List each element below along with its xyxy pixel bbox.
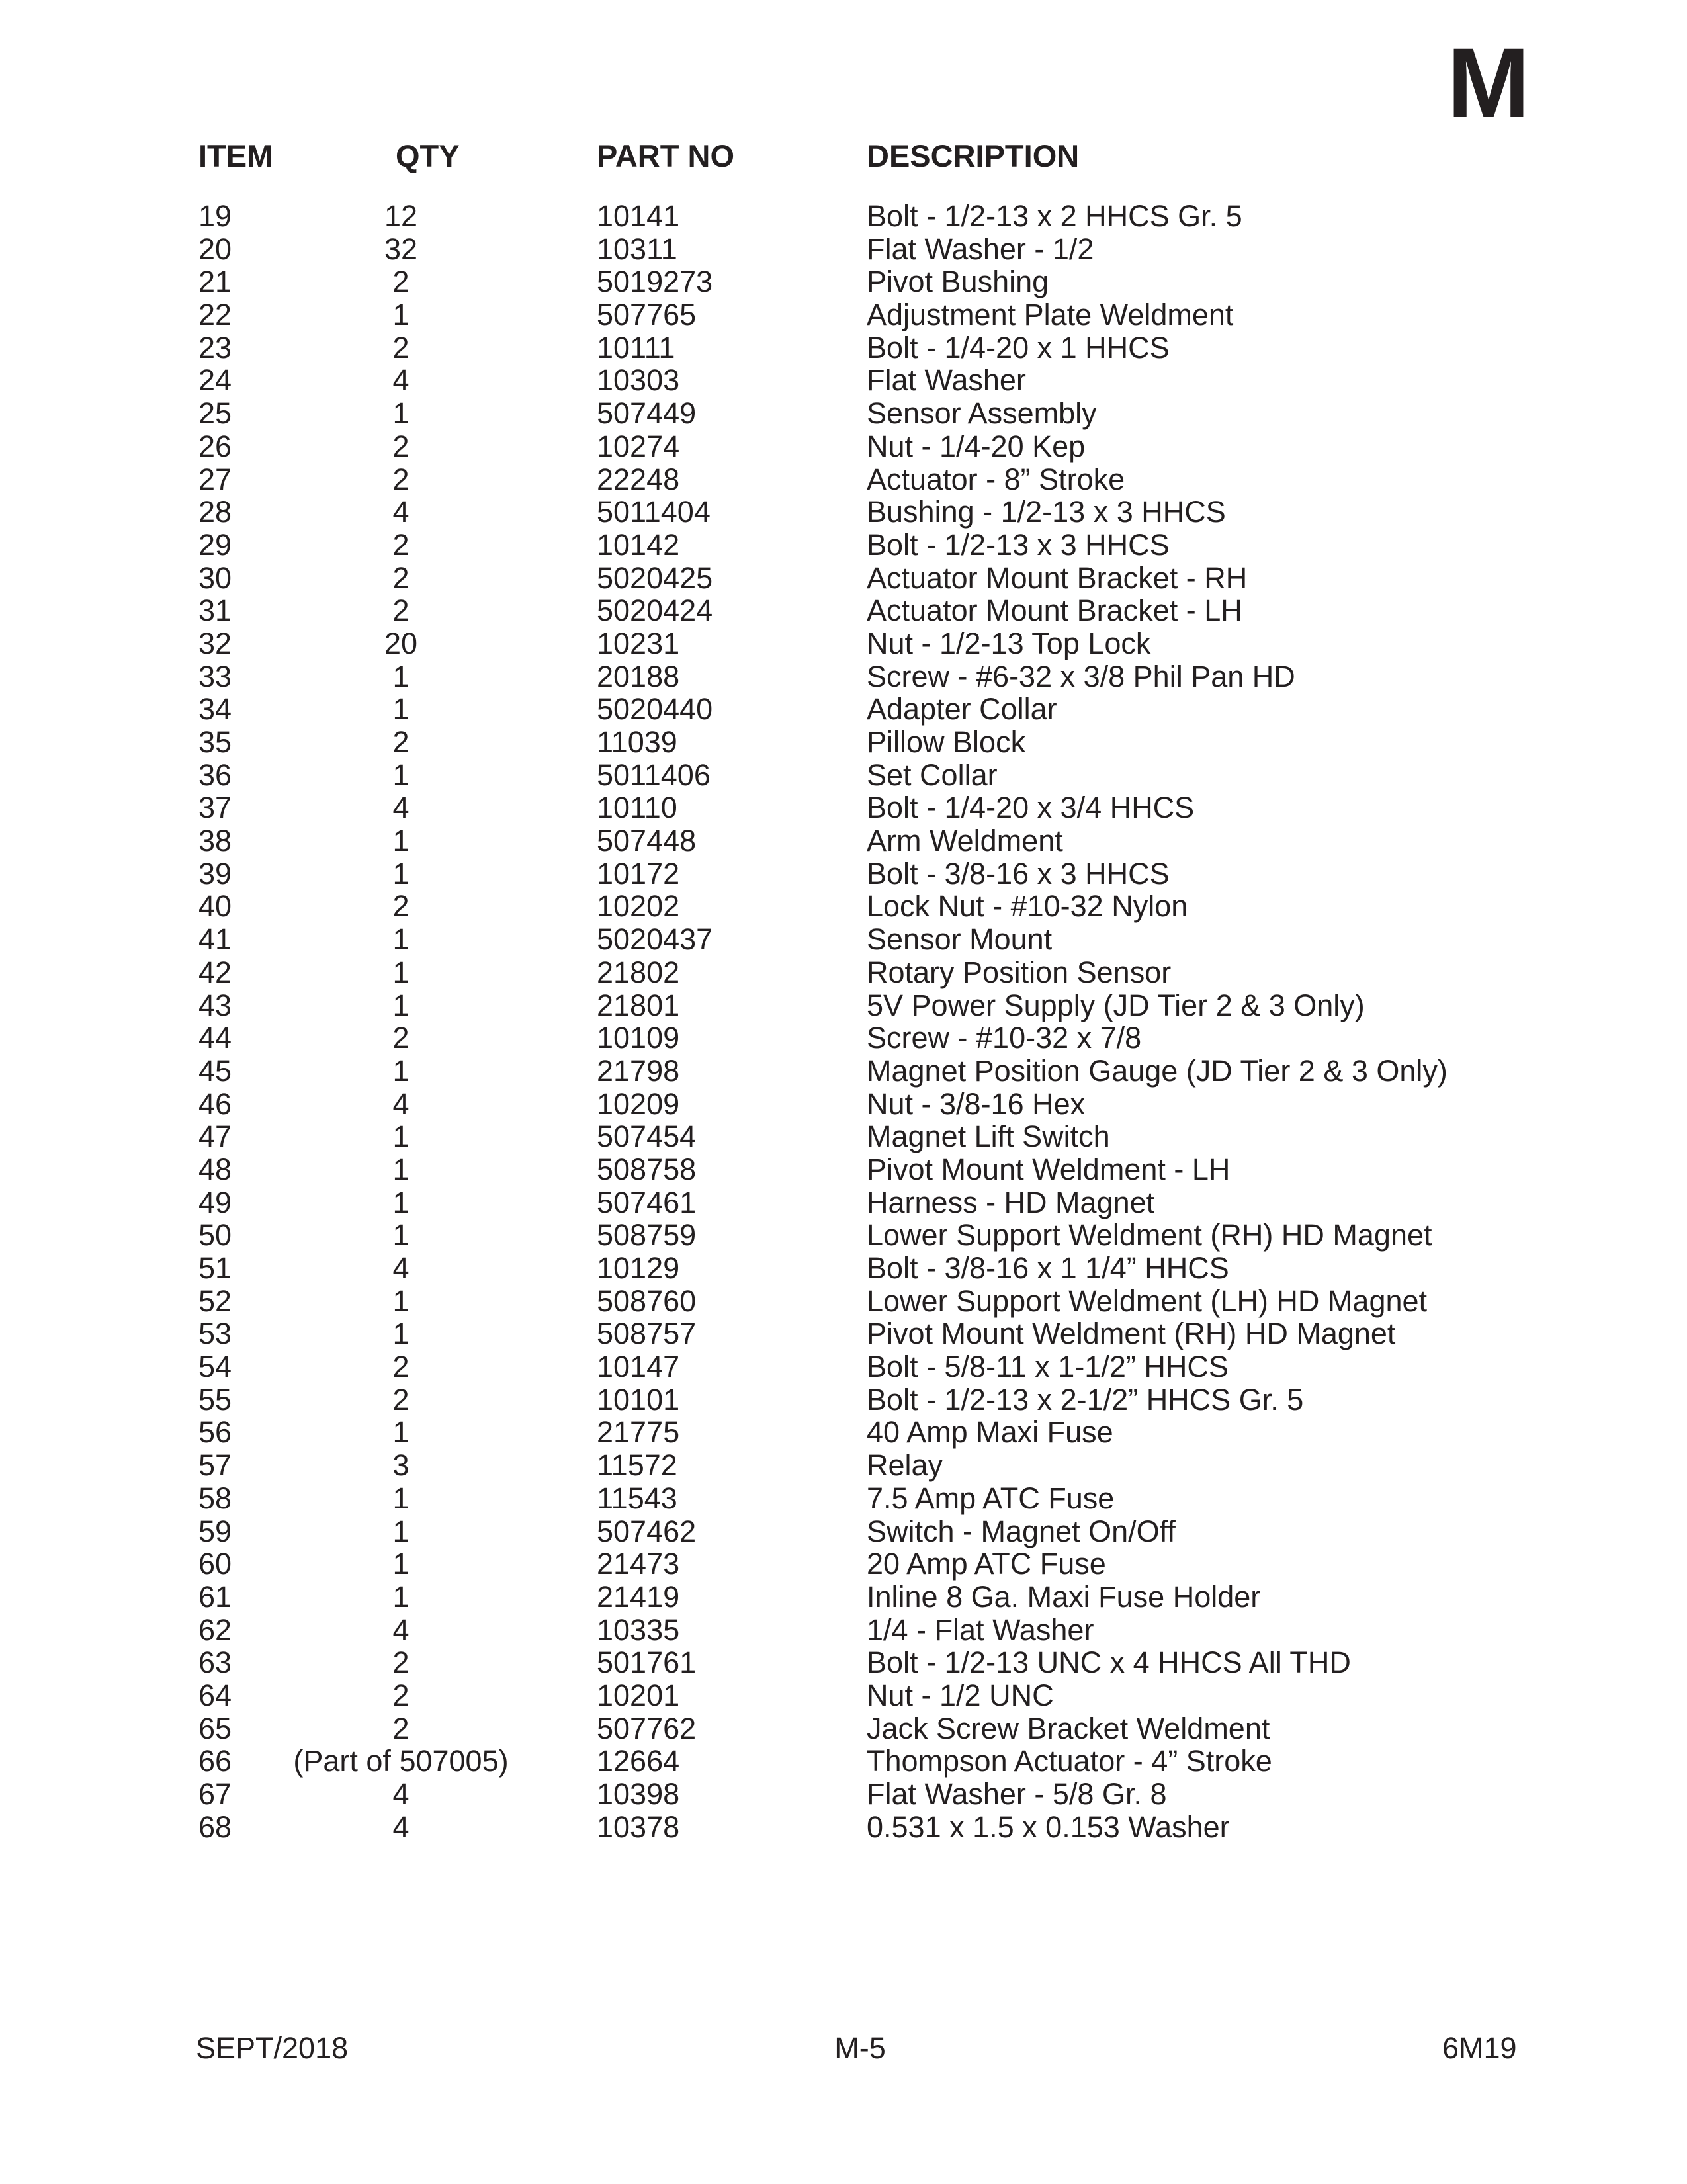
cell-description: Bolt - 1/2-13 UNC x 4 HHCS All THD [867,1645,1351,1680]
table-row [0,923,1687,956]
cell-description: Flat Washer - 1/2 [867,232,1094,266]
cell-item: 49 [198,1185,232,1219]
cell-item: 22 [198,298,232,332]
cell-part-no: 11039 [597,725,677,759]
table-row [0,1350,1687,1383]
table-row [0,1778,1687,1811]
cell-part-no: 10378 [597,1810,680,1844]
cell-part-no: 508757 [597,1317,697,1351]
cell-item: 65 [198,1711,232,1745]
cell-item: 24 [198,363,232,398]
table-row [0,1712,1687,1745]
cell-part-no: 10201 [597,1678,680,1712]
cell-part-no: 10141 [597,199,680,233]
cell-description: Inline 8 Ga. Maxi Fuse Holder [867,1579,1261,1614]
cell-item: 66 [198,1744,232,1778]
table-row [0,759,1687,792]
table-row [0,1383,1687,1417]
table-row [0,298,1687,331]
cell-description: Harness - HD Magnet [867,1185,1155,1219]
table-row [0,1120,1687,1153]
cell-part-no: 21798 [597,1053,680,1088]
cell-item: 58 [198,1481,232,1515]
cell-part-no: 21802 [597,955,680,989]
cell-item: 57 [198,1448,232,1483]
cell-qty: 2 [392,1382,410,1417]
cell-part-no: 5020424 [597,593,713,628]
cell-item: 60 [198,1547,232,1581]
cell-description: Magnet Position Gauge (JD Tier 2 & 3 Only) [867,1053,1448,1088]
table-row [0,791,1687,824]
cell-item: 59 [198,1514,232,1548]
table-row [0,200,1687,233]
table-row [0,1482,1687,1515]
table-row [0,430,1687,463]
cell-part-no: 21473 [597,1547,680,1581]
cell-qty: 2 [392,1678,410,1712]
cell-part-no: 5020440 [597,692,713,726]
table-row [0,1811,1687,1844]
cell-description: Bolt - 3/8-16 x 3 HHCS [867,856,1170,891]
cell-qty: 4 [392,1777,410,1811]
cell-qty: 4 [392,495,410,529]
cell-part-no: 10274 [597,429,680,463]
table-row [0,1088,1687,1121]
cell-description: Relay [867,1448,943,1483]
cell-description: Bolt - 1/4-20 x 1 HHCS [867,330,1170,365]
cell-qty: 1 [392,955,410,989]
cell-qty: 12 [384,199,418,233]
cell-part-no: 10110 [597,791,677,825]
cell-description: Bolt - 5/8-11 x 1-1/2” HHCS [867,1350,1229,1384]
cell-description: Set Collar [867,758,998,792]
table-row [0,726,1687,759]
cell-description: Arm Weldment [867,824,1063,858]
footer-date: SEPT/2018 [196,2031,349,2065]
header-item: ITEM [198,138,273,173]
cell-item: 53 [198,1317,232,1351]
cell-qty: 2 [392,593,410,628]
cell-qty: 1 [392,1317,410,1351]
cell-qty: 1 [392,1547,410,1581]
cell-qty: 2 [392,330,410,365]
cell-qty: 1 [392,922,410,957]
cell-qty: 1 [392,1579,410,1614]
cell-description: Sensor Mount [867,922,1053,957]
cell-item: 52 [198,1284,232,1318]
footer-page-number: M-5 [834,2031,886,2065]
cell-description: 40 Amp Maxi Fuse [867,1415,1113,1450]
cell-item: 32 [198,626,232,660]
cell-part-no: 10202 [597,889,680,924]
cell-part-no: 11572 [597,1448,677,1483]
cell-item: 44 [198,1021,232,1055]
cell-description: Actuator Mount Bracket - RH [867,560,1248,595]
cell-description: Lower Support Weldment (LH) HD Magnet [867,1284,1428,1318]
cell-item: 41 [198,922,232,957]
cell-item: 54 [198,1350,232,1384]
table-row [0,1679,1687,1712]
cell-description: Nut - 1/2-13 Top Lock [867,626,1151,660]
cell-qty: 2 [392,527,410,562]
cell-description: Pivot Mount Weldment - LH [867,1152,1231,1186]
cell-item: 62 [198,1612,232,1647]
cell-qty: 1 [392,396,410,431]
cell-item: 45 [198,1053,232,1088]
table-row [0,1515,1687,1548]
cell-description: Lock Nut - #10-32 Nylon [867,889,1188,924]
table-row [0,1285,1687,1318]
cell-description: Nut - 3/8-16 Hex [867,1086,1086,1121]
cell-qty: 4 [392,363,410,398]
cell-description: Flat Washer - 5/8 Gr. 8 [867,1777,1167,1811]
cell-item: 34 [198,692,232,726]
cell-description: Actuator - 8” Stroke [867,462,1125,496]
cell-description: Lower Support Weldment (RH) HD Magnet [867,1218,1432,1252]
table-row [0,660,1687,693]
cell-qty: 2 [392,1645,410,1680]
cell-item: 30 [198,560,232,595]
table-row [0,627,1687,660]
cell-qty: 2 [392,462,410,496]
cell-description: Bolt - 1/4-20 x 3/4 HHCS [867,791,1195,825]
cell-item: 38 [198,824,232,858]
cell-item: 31 [198,593,232,628]
cell-item: 40 [198,889,232,924]
cell-item: 55 [198,1382,232,1417]
table-row [0,529,1687,562]
cell-part-no: 11543 [597,1481,677,1515]
cell-qty: 4 [392,1086,410,1121]
cell-part-no: 10231 [597,626,680,660]
cell-description: Bolt - 3/8-16 x 1 1/4” HHCS [867,1251,1229,1285]
cell-description: Bolt - 1/2-13 x 2 HHCS Gr. 5 [867,199,1242,233]
cell-description: Nut - 1/2 UNC [867,1678,1054,1712]
cell-part-no: 10209 [597,1086,680,1121]
cell-qty: 2 [392,265,410,299]
table-row [0,1252,1687,1285]
cell-part-no: 5011406 [597,758,711,792]
cell-item: 26 [198,429,232,463]
cell-description: Screw - #10-32 x 7/8 [867,1021,1142,1055]
cell-item: 23 [198,330,232,365]
header-description: DESCRIPTION [867,138,1080,173]
cell-part-no: 5020437 [597,922,713,957]
cell-part-no: 12664 [597,1744,680,1778]
cell-qty: 1 [392,659,410,693]
cell-item: 33 [198,659,232,693]
cell-description: Actuator Mount Bracket - LH [867,593,1242,628]
cell-qty: 2 [392,889,410,924]
cell-item: 35 [198,725,232,759]
cell-description: Bolt - 1/2-13 x 3 HHCS [867,527,1170,562]
table-row [0,1449,1687,1482]
cell-description: 7.5 Amp ATC Fuse [867,1481,1115,1515]
cell-part-no: 5011404 [597,495,711,529]
cell-part-no: 10398 [597,1777,680,1811]
cell-qty: 2 [392,725,410,759]
cell-part-no: 20188 [597,659,680,693]
cell-description: Magnet Lift Switch [867,1119,1110,1154]
header-qty: QTY [396,138,460,173]
cell-part-no: 10101 [597,1382,680,1417]
cell-part-no: 10129 [597,1251,680,1285]
cell-item: 68 [198,1810,232,1844]
cell-part-no: 10142 [597,527,680,562]
cell-qty: 1 [392,1481,410,1515]
cell-part-no: 507461 [597,1185,697,1219]
cell-description: Flat Washer [867,363,1026,398]
cell-description: Sensor Assembly [867,396,1097,431]
cell-qty: 1 [392,1218,410,1252]
cell-description: Screw - #6-32 x 3/8 Phil Pan HD [867,659,1295,693]
cell-item: 63 [198,1645,232,1680]
table-header [0,138,1687,177]
cell-qty: 3 [392,1448,410,1483]
table-row [0,1614,1687,1647]
cell-item: 47 [198,1119,232,1154]
cell-qty: 1 [392,1053,410,1088]
table-row [0,890,1687,923]
cell-part-no: 508759 [597,1218,697,1252]
cell-qty: 4 [392,791,410,825]
section-letter: M [1447,27,1530,138]
table-row [0,1581,1687,1614]
cell-part-no: 507448 [597,824,697,858]
cell-item: 61 [198,1579,232,1614]
cell-part-no: 507449 [597,396,697,431]
cell-part-no: 10335 [597,1612,680,1647]
cell-item: 39 [198,856,232,891]
table-row [0,397,1687,430]
cell-qty: 1 [392,1284,410,1318]
cell-part-no: 10172 [597,856,680,891]
cell-qty: 1 [392,758,410,792]
table-row [0,1416,1687,1449]
cell-part-no: 5020425 [597,560,713,595]
cell-part-no: 507454 [597,1119,697,1154]
table-row [0,496,1687,529]
cell-item: 36 [198,758,232,792]
parts-table [0,200,1687,1843]
footer-code: 6M19 [1442,2031,1517,2065]
cell-part-no: 10303 [597,363,680,398]
table-row [0,824,1687,857]
cell-item: 64 [198,1678,232,1712]
cell-description: Rotary Position Sensor [867,955,1172,989]
cell-description: Jack Screw Bracket Weldment [867,1711,1270,1745]
cell-qty: 2 [392,1350,410,1384]
table-row [0,233,1687,266]
cell-item: 20 [198,232,232,266]
table-row [0,463,1687,496]
cell-description: Bushing - 1/2-13 x 3 HHCS [867,495,1226,529]
cell-part-no: 5019273 [597,265,713,299]
cell-description: 5V Power Supply (JD Tier 2 & 3 Only) [867,988,1365,1022]
cell-qty: 4 [392,1251,410,1285]
table-row [0,1055,1687,1088]
cell-item: 21 [198,265,232,299]
cell-qty: 4 [392,1612,410,1647]
cell-description: Nut - 1/4-20 Kep [867,429,1086,463]
cell-part-no: 508758 [597,1152,697,1186]
cell-part-no: 508760 [597,1284,697,1318]
table-row [0,265,1687,298]
cell-qty: 4 [392,1810,410,1844]
cell-item: 46 [198,1086,232,1121]
cell-item: 37 [198,791,232,825]
cell-item: 48 [198,1152,232,1186]
cell-qty: 1 [392,1514,410,1548]
cell-qty: 2 [392,1021,410,1055]
cell-qty: 1 [392,988,410,1022]
cell-qty: 1 [392,1152,410,1186]
table-row [0,1548,1687,1581]
table-row [0,364,1687,397]
cell-qty: 1 [392,298,410,332]
table-row [0,1022,1687,1055]
cell-item: 56 [198,1415,232,1450]
cell-description: Adapter Collar [867,692,1057,726]
cell-description: Thompson Actuator - 4” Stroke [867,1744,1272,1778]
cell-description: Pivot Mount Weldment (RH) HD Magnet [867,1317,1396,1351]
cell-part-no: 10311 [597,232,677,266]
cell-item: 28 [198,495,232,529]
cell-item: 50 [198,1218,232,1252]
cell-qty: (Part of 507005) [293,1744,509,1778]
table-row [0,1186,1687,1219]
cell-qty: 1 [392,1119,410,1154]
cell-description: Pillow Block [867,725,1026,759]
cell-item: 25 [198,396,232,431]
cell-description: 0.531 x 1.5 x 0.153 Washer [867,1810,1230,1844]
cell-qty: 2 [392,1711,410,1745]
cell-item: 27 [198,462,232,496]
cell-item: 43 [198,988,232,1022]
cell-item: 51 [198,1251,232,1285]
cell-description: Pivot Bushing [867,265,1049,299]
table-row [0,594,1687,627]
table-row [0,857,1687,891]
cell-qty: 1 [392,692,410,726]
cell-qty: 20 [384,626,418,660]
header-part-no: PART NO [597,138,735,173]
cell-part-no: 507762 [597,1711,697,1745]
cell-part-no: 507765 [597,298,697,332]
cell-description: Switch - Magnet On/Off [867,1514,1176,1548]
cell-item: 42 [198,955,232,989]
cell-qty: 32 [384,232,418,266]
cell-part-no: 22248 [597,462,680,496]
table-row [0,956,1687,989]
cell-qty: 1 [392,856,410,891]
cell-item: 29 [198,527,232,562]
cell-description: 1/4 - Flat Washer [867,1612,1094,1647]
cell-part-no: 10111 [597,330,675,365]
cell-part-no: 507462 [597,1514,697,1548]
cell-qty: 2 [392,429,410,463]
cell-qty: 1 [392,1415,410,1450]
cell-description: 20 Amp ATC Fuse [867,1547,1106,1581]
cell-qty: 2 [392,560,410,595]
table-row [0,331,1687,365]
cell-part-no: 10109 [597,1021,680,1055]
cell-part-no: 21775 [597,1415,680,1450]
cell-part-no: 21801 [597,988,680,1022]
table-row [0,1153,1687,1186]
table-row [0,989,1687,1022]
cell-part-no: 10147 [597,1350,680,1384]
cell-qty: 1 [392,824,410,858]
cell-description: Adjustment Plate Weldment [867,298,1234,332]
table-row [0,693,1687,726]
table-row [0,1646,1687,1679]
table-row [0,562,1687,595]
cell-part-no: 21419 [597,1579,680,1614]
table-row [0,1219,1687,1252]
cell-part-no: 501761 [597,1645,697,1680]
cell-item: 67 [198,1777,232,1811]
cell-description: Bolt - 1/2-13 x 2-1/2” HHCS Gr. 5 [867,1382,1304,1417]
table-row [0,1745,1687,1778]
cell-qty: 1 [392,1185,410,1219]
cell-item: 19 [198,199,232,233]
table-row [0,1317,1687,1350]
